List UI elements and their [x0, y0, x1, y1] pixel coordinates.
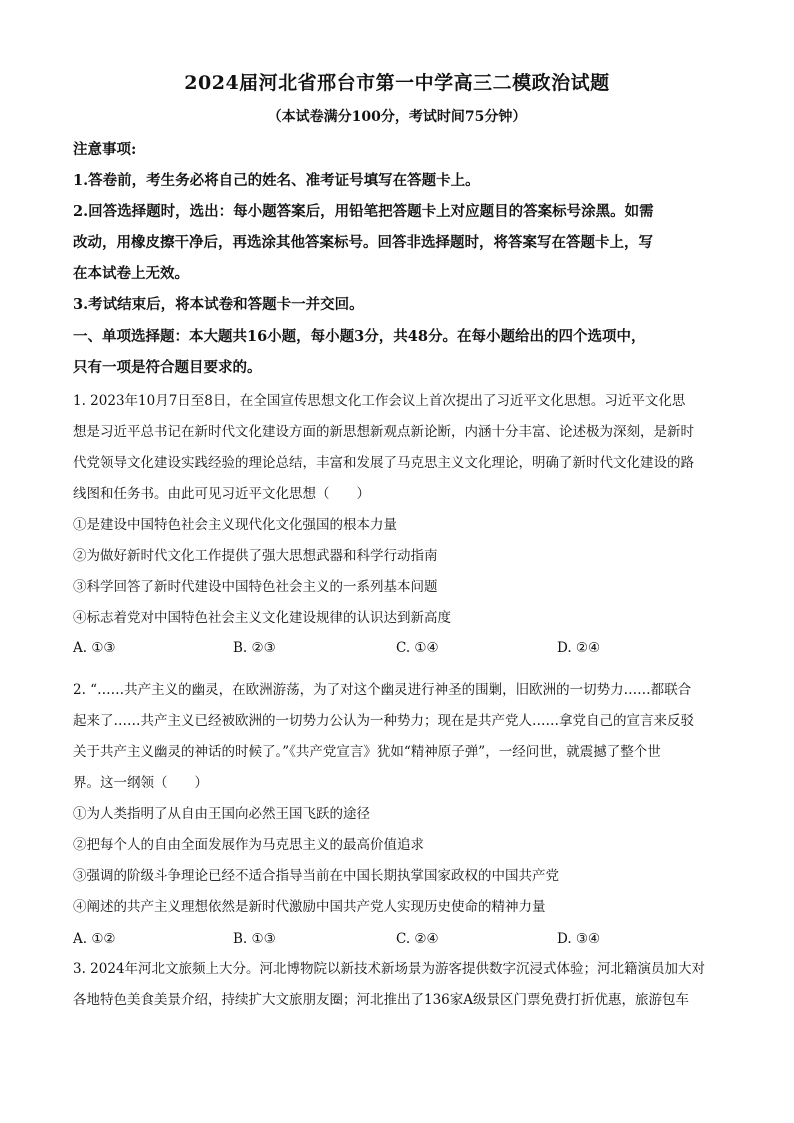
- notice-line: 在本试卷上无效。: [73, 265, 189, 282]
- question-1-item: ①是建设中国特色社会主义现代化文化强国的根本力量: [73, 517, 397, 533]
- question-2-stem: 界。这一纲领（ ）: [73, 775, 208, 791]
- section-heading: 只有一项是符合题目要求的。: [73, 359, 262, 376]
- question-2-option-c: C. ②④: [396, 931, 439, 947]
- section-heading: 一、单项选择题：本大题共16小题，每小题3分，共48分。在每小题给出的四个选项中，: [73, 328, 646, 345]
- question-1-option-c: C. ①④: [396, 640, 439, 656]
- question-1-stem: 线图和任务书。由此可见习近平文化思想（ ）: [73, 486, 370, 502]
- question-2-stem: 关于共产主义幽灵的神话的时候了。”《共产党宣言》犹如“精神原子弹”，一经问世，就震撼了整个世: [73, 744, 661, 760]
- exam-subtitle: （本试卷满分100分，考试时间75分钟）: [267, 109, 527, 125]
- question-2-option-b: B. ①③: [233, 931, 276, 947]
- question-3-stem: 3. 2024年河北文旅频上大分。河北博物院以新技术新场景为游客提供数字沉浸式体验；河北籍演员加大对: [73, 961, 706, 977]
- question-2-item: ④阐述的共产主义理想依然是新时代激励中国共产党人实现历史使命的精神力量: [73, 899, 546, 915]
- question-1-stem: 1. 2023年10月7日至8日，在全国宣传思想文化工作会议上首次提出了习近平文化思想。习近平文化思: [73, 393, 686, 409]
- question-3-stem: 各地特色美食美景介绍，持续扩大文旅朋友圈；河北推出了136家A级景区门票免费打折优惠，旅游包车: [73, 992, 690, 1008]
- question-1-option-d: D. ②④: [557, 640, 601, 656]
- notice-line: 改动，用橡皮擦干净后，再选涂其他答案标号。回答非选择题时，将答案写在答题卡上，写: [73, 234, 653, 251]
- question-1-option-b: B. ②③: [233, 640, 276, 656]
- question-1-option-a: A. ①③: [73, 640, 116, 656]
- question-1-item: ③科学回答了新时代建设中国特色社会主义的一系列基本问题: [73, 579, 438, 595]
- question-2-stem: 2. “……共产主义的幽灵，在欧洲游荡，为了对这个幽灵进行神圣的围剿，旧欧洲的一切势力……都联合: [73, 682, 692, 698]
- question-2-item: ③强调的阶级斗争理论已经不适合指导当前在中国长期执掌国家政权的中国共产党: [73, 868, 559, 884]
- notice-heading: 注意事项:: [73, 141, 137, 158]
- question-1-stem: 想是习近平总书记在新时代文化建设方面的新思想新观点新论断，内涵十分丰富、论述极为深刻，是新时: [73, 424, 694, 440]
- notice-line: 3.考试结束后，将本试卷和答题卡一并交回。: [73, 296, 364, 313]
- question-2-stem: 起来了……共产主义已经被欧洲的一切势力公认为一种势力；现在是共产党人……拿党自己的宣言来反驳: [73, 713, 694, 729]
- question-1-item: ②为做好新时代文化工作提供了强大思想武器和科学行动指南: [73, 548, 438, 564]
- page-title: 2024届河北省邢台市第一中学高三二模政治试题: [184, 72, 610, 94]
- question-2-option-a: A. ①②: [73, 931, 116, 947]
- question-2-item: ①为人类指明了从自由王国向必然王国飞跃的途径: [73, 806, 370, 822]
- notice-line: 1.答卷前，考生务必将自己的姓名、准考证号填写在答题卡上。: [73, 172, 480, 189]
- notice-line: 2.回答选择题时，选出：每小题答案后，用铅笔把答题卡上对应题目的答案标号涂黑。如需: [73, 203, 654, 220]
- question-2-option-d: D. ③④: [557, 931, 601, 947]
- question-2-item: ②把每个人的自由全面发展作为马克思主义的最高价值追求: [73, 837, 424, 853]
- question-1-item: ④标志着党对中国特色社会主义文化建设规律的认识达到新高度: [73, 610, 451, 626]
- question-1-stem: 代党领导文化建设实践经验的理论总结，丰富和发展了马克思主义文化理论，明确了新时代文化建设的路: [73, 455, 694, 471]
